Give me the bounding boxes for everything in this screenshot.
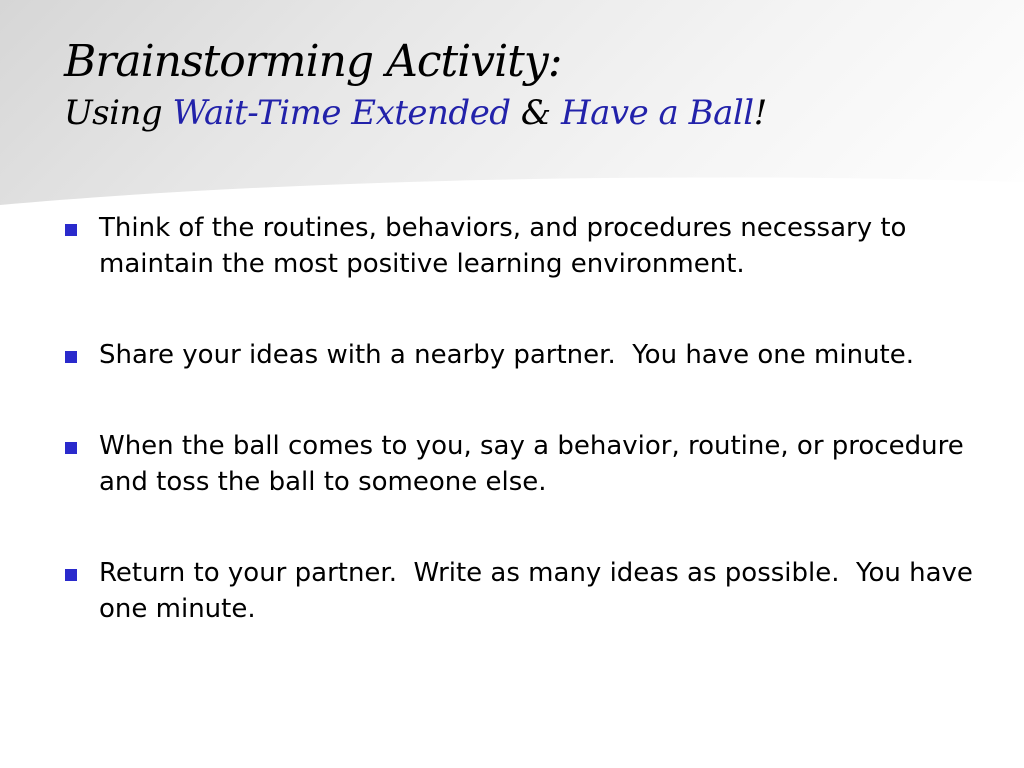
- bullet-item: [62, 337, 982, 373]
- bullet-text: When the ball comes to you, say a behavior, routine, or procedure and toss the ball to someone else.: [99, 431, 972, 497]
- title-highlight-wait-time: Wait-Time Extended: [172, 93, 511, 133]
- title-suffix: !: [753, 93, 767, 133]
- title-highlight-have-a-ball: Have a Ball: [560, 93, 754, 133]
- bullet-item: [62, 555, 982, 627]
- bullet-item: [62, 210, 982, 282]
- title-prefix: Using: [64, 93, 173, 133]
- bullet-item: [62, 428, 982, 500]
- bullet-text: Think of the routines, behaviors, and procedures necessary to maintain the most positive learning environment.: [99, 213, 915, 279]
- bullet-text: Return to your partner. Write as many ideas as possible. You have one minute.: [99, 558, 982, 624]
- square-bullet-icon: [65, 351, 77, 363]
- square-bullet-icon: [65, 569, 77, 581]
- square-bullet-icon: [65, 442, 77, 454]
- bullet-list: [62, 210, 982, 627]
- slide-title: [64, 34, 964, 136]
- title-line-2: [64, 90, 964, 136]
- title-line-1: Brainstorming Activity:: [64, 36, 562, 87]
- square-bullet-icon: [65, 224, 77, 236]
- title-joiner: &: [510, 93, 561, 133]
- bullet-text: Share your ideas with a nearby partner. You have one minute.: [99, 340, 915, 370]
